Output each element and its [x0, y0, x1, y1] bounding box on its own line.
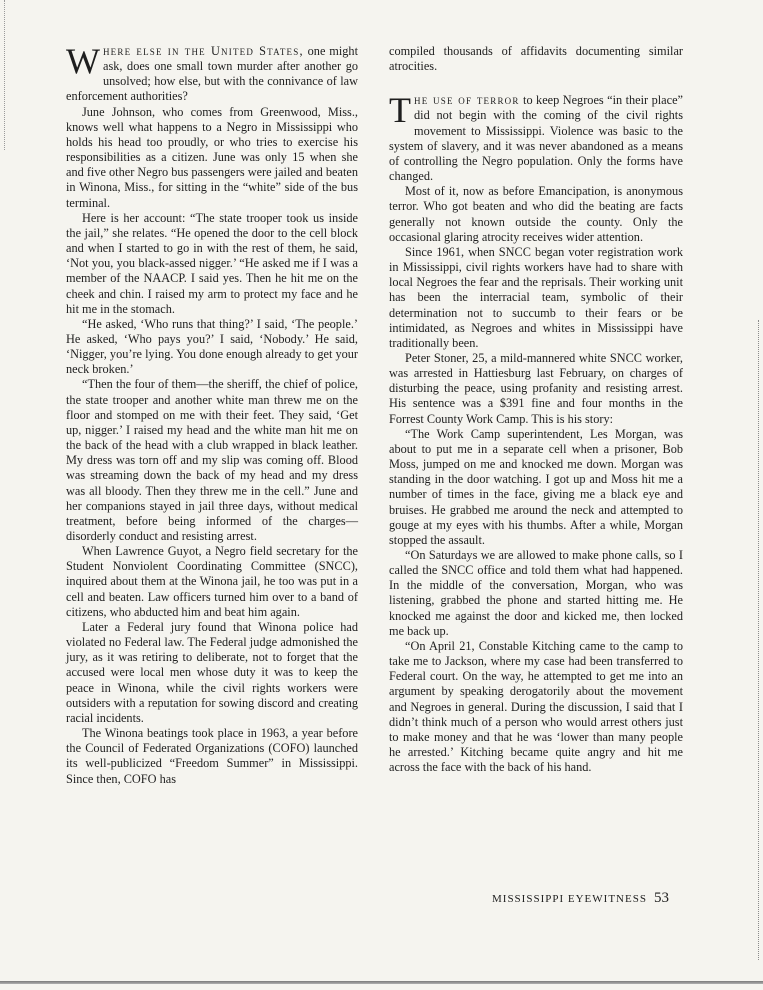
drop-cap: T	[389, 90, 411, 131]
left-column	[66, 41, 358, 787]
opening-smallcaps: he use of terror	[414, 93, 520, 108]
paragraph: Peter Stoner, 25, a mild-mannered white SNCC worker, was arrested in Hattiesburg last February, on charges of disturbing the peace, using profanity and resisting arrest. His sentence was a $391 fine and four months in the Forrest County Work Camp. This is his story:	[389, 350, 683, 426]
paragraph: Since 1961, when SNCC began voter registration work in Mississippi, civil rights workers have had to share with local Negroes the fear and the reprisals. Their working unit has been the interracial team, symbolic of their determination not to succumb to their fears or be intimidated, as Negroes and whites in Mississippi have traditionally been.	[389, 244, 683, 350]
paragraph: The Winona beatings took place in 1963, a year before the Council of Federated Organizations (COFO) launched its well-publicized “Freedom Summer” in Mississippi. Since then, COFO has	[66, 726, 358, 786]
paragraph: compiled thousands of affidavits documenting similar atrocities.	[389, 44, 683, 74]
scan-edge-left	[4, 0, 6, 150]
opening-smallcaps: here else in the United States,	[102, 44, 304, 58]
paragraph: “On April 21, Constable Kitching came to the camp to take me to Jackson, where my case had been transferred to Federal court. On the way, he attempted to get me into an argument by speaking derogatorily about the movement and Negroes in general. During the discussion, I said that I didn’t think much of a person who would arrest others just to make money and that he was ‘lower than many people he arrested.’ Kitching became quite angry and hit me across the face with the back of his hand.	[389, 638, 683, 775]
paragraph: “Then the four of them—the sheriff, the chief of police, the state trooper and another white man threw me on the floor and stomped on me with their feet. They said, ‘Get up, nigger.’ I raised my head and the white man hit me on the back of the head with a club wrapped in black leather. My dress was torn off and my slip was coming off. Blood was streaming down the back of my head and my dress was all bloody. Then they threw me in the cell.” June and her companions stayed in jail three days, without medical treatment, before being informed of the charges—disorderly conduct and resisting arrest.	[66, 377, 358, 543]
paragraph-text: one might ask, does one small town murder after another go unsolved; how else, but with the connivance of law enforcement authorities?	[66, 44, 358, 104]
right-column	[389, 44, 683, 775]
paragraph: Most of it, now as before Emancipation, is anonymous terror. Who got beaten and who did the beating are facts generally not known outside the county. Only the occasional glaring atrocity receives wider attention.	[389, 184, 683, 244]
scan-edge-right	[758, 320, 760, 960]
scan-edge-bottom	[0, 981, 763, 984]
paragraph	[66, 41, 358, 105]
paragraph: “The Work Camp superintendent, Les Morgan, was about to put me in a separate cell when a prisoner, Bob Moss, jumped on me and knocked me down. Morgan was standing in the door watching. I got up and Moss hit me a number of times in the face, giving me a black eye and bruises. He grabbed me around the neck and attempted to gouge at my eyes with his thumbs. After a while, Morgan stopped the assault.	[389, 426, 683, 547]
paragraph	[389, 90, 683, 184]
page-footer	[492, 890, 669, 907]
paragraph: “On Saturdays we are allowed to make phone calls, so I called the SNCC office and told them what had happened. In the middle of the conversation, Morgan, who was listening, grabbed the phone and started hitting me. He knocked me against the door and kicked me, then locked me back up.	[389, 548, 683, 638]
page-number: 53	[653, 890, 669, 906]
paragraph: Here is her account: “The state trooper took us inside the jail,” she relates. “He opened the door to the cell block and when I started to go in with the rest of them, he said, ‘Not you, you black-assed nigger.’ “He asked me if I was a member of the NAACP. I said yes. Then he hit me on the cheek and chin. I raised my arm to protect my face and he hit me in the stomach.	[66, 210, 358, 316]
paragraph: “He asked, ‘Who runs that thing?’ I said, ‘The people.’ He asked, ‘Who pays you?’ I said, ‘Nobody.’ He said, ‘Nigger, you’re lying. You done enough already to get your neck broken.’	[66, 316, 358, 377]
running-title: MISSISSIPPI EYEWITNESS	[492, 893, 647, 905]
paragraph: Later a Federal jury found that Winona police had violated no Federal law. The Federal judge admonished the jury, as it was retiring to deliberate, not to forget that the accused were local men whose duty it was to keep the peace in Winona, while the civil rights workers were outsiders with a reputation for sowing discord and creating racial incidents.	[66, 619, 358, 725]
paragraph: When Lawrence Guyot, a Negro field secretary for the Student Nonviolent Coordinating Committee (SNCC), inquired about them at the Winona jail, he too was put in a cell and beaten. Law officers turned him over to a band of citizens, who abducted him and beat him again.	[66, 544, 358, 619]
paragraph: June Johnson, who comes from Greenwood, Miss., knows well what happens to a Negro in Mississippi who holds his head too proudly, or who tries to exercise his responsibilities as a citizen. June was only 15 when she and five other Negro bus passengers were jailed and beaten in Winona, Miss., for sitting in the “white” side of the bus terminal.	[66, 104, 358, 210]
drop-cap: W	[66, 41, 100, 81]
paragraph-text: to keep Negroes “in their place” did not begin with the coming of the civil rights movement to Mississippi. Violence was basic to the system of slavery, and it was never abandoned as a means of controlling the Negro population. Only the forms have changed.	[389, 93, 683, 184]
